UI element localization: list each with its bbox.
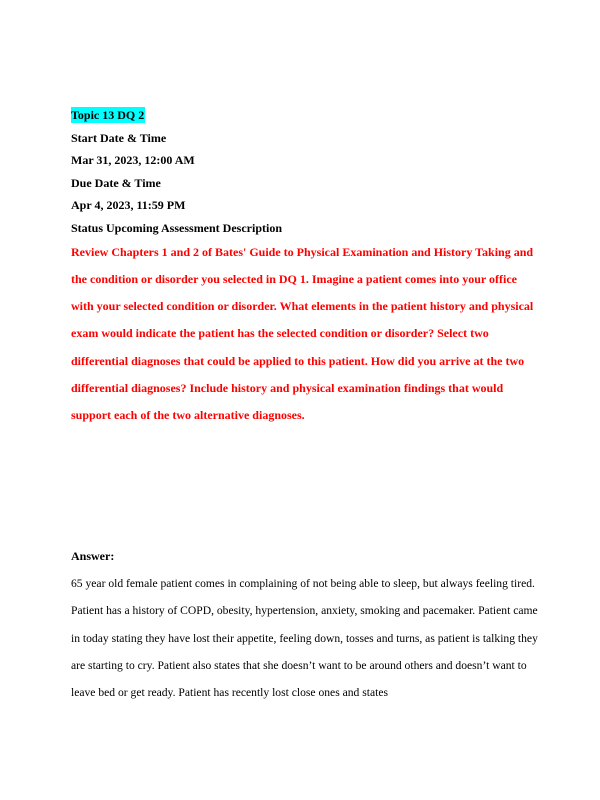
topic-title: Topic 13 DQ 2 <box>71 108 145 122</box>
topic-line <box>71 104 541 127</box>
start-date-label: Start Date & Time <box>71 130 167 145</box>
assignment-header <box>71 104 541 430</box>
status-line: Status Upcoming Assessment Description <box>71 220 283 235</box>
answer-body: 65 year old female patient comes in complaining of not being able to sleep, but always feeling tired. Patient has a history of COPD, obesity, hypertension, anxiety, smoking and pacemaker. Patient came in today stating they have lost their appetite, feeling down, tosses and turns, as patient is talking they are starting to cry. Patient also states that she doesn’t want to be around others and doesn’t want to leave bed or get ready. Patient has recently lost close ones and states <box>71 577 538 700</box>
due-date-label: Due Date & Time <box>71 175 161 190</box>
answer-section <box>71 543 541 706</box>
answer-heading: Answer: <box>71 549 115 563</box>
start-date-value: Mar 31, 2023, 12:00 AM <box>71 153 195 168</box>
assessment-description: Review Chapters 1 and 2 of Bates' Guide to Physical Examination and History Taking and the condition or disorder you selected in DQ 1. Imagine a patient comes into your office with your selected condition or disorder. What elements in the patient history and physical exam would indicate the patient has the selected condition or disorder? Select two differential diagnoses that could be applied to this patient. How did you arrive at the two differential diagnoses? Include history and physical examination findings that would support each of the two alternative diagnoses. <box>71 244 534 423</box>
due-date-value: Apr 4, 2023, 11:59 PM <box>71 198 186 213</box>
